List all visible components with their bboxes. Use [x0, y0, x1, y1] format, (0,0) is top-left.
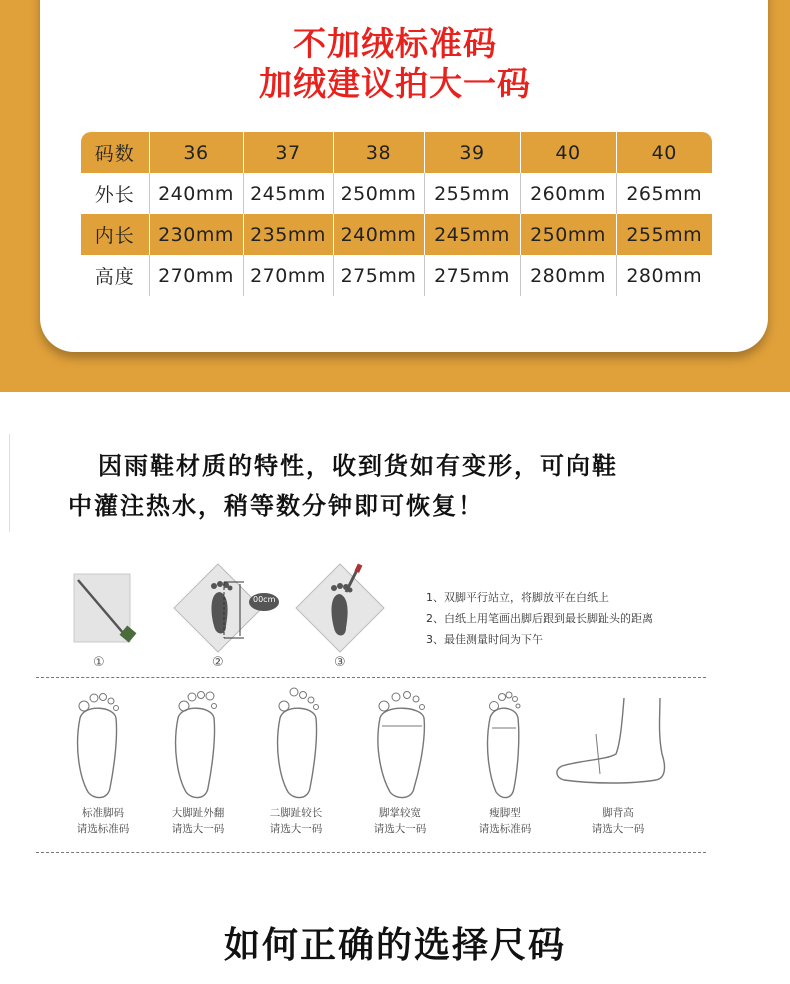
size-cell: 255mm	[424, 173, 520, 214]
step-2-number: ②	[212, 655, 224, 670]
size-cell: 270mm	[243, 255, 333, 296]
foot-bunion-icon	[168, 686, 224, 800]
foot-slim-icon	[478, 686, 530, 800]
ruler-label: 00cm	[253, 595, 276, 604]
foot-type-caption	[153, 805, 243, 837]
row-label: 外长	[81, 173, 149, 214]
size-selection-title: 如何正确的选择尺码	[223, 925, 566, 966]
size-cell: 40	[520, 132, 616, 173]
size-cell: 275mm	[333, 255, 424, 296]
size-cell: 38	[333, 132, 424, 173]
headline-standard-size: 不加绒标准码	[293, 24, 497, 63]
size-row-height	[81, 255, 712, 296]
foot-type-caption	[573, 805, 663, 837]
foot-type-caption	[460, 805, 550, 837]
size-cell: 40	[616, 132, 712, 173]
row-label: 高度	[81, 255, 149, 296]
foot-type-name: 脚掌较宽	[379, 807, 421, 819]
size-row-inner-length	[81, 214, 712, 255]
size-cell: 280mm	[520, 255, 616, 296]
headline-fleece-advice: 加绒建议拍大一码	[259, 64, 531, 103]
foot-type-advice: 请选大一码	[269, 823, 323, 835]
size-cell: 245mm	[424, 214, 520, 255]
guide-divider-top	[36, 677, 706, 678]
step-2-foot-ruler-icon	[172, 562, 282, 658]
foot-type-advice: 请选标准码	[478, 823, 532, 835]
instruction-1: 1、双脚平行站立，将脚放平在白纸上	[426, 591, 609, 604]
measure-guide	[0, 560, 790, 870]
size-cell: 39	[424, 132, 520, 173]
foot-type-name: 瘦脚型	[489, 807, 521, 819]
foot-type-name: 脚背高	[602, 807, 634, 819]
size-cell: 275mm	[424, 255, 520, 296]
size-cell: 230mm	[149, 214, 243, 255]
step-1-paper-pencil-icon	[72, 572, 142, 658]
size-cell: 240mm	[149, 173, 243, 214]
size-cell: 260mm	[520, 173, 616, 214]
size-cell: 255mm	[616, 214, 712, 255]
size-cell: 245mm	[243, 173, 333, 214]
foot-type-name: 二脚趾较长	[269, 807, 323, 819]
size-cell: 250mm	[333, 173, 424, 214]
instruction-2: 2、白纸上用笔画出脚后跟到最长脚趾头的距离	[426, 612, 653, 625]
instruction-3: 3、最佳测量时间为下午	[426, 633, 543, 646]
foot-type-advice: 请选大一码	[373, 823, 427, 835]
foot-type-advice: 请选大一码	[171, 823, 225, 835]
guide-divider-bottom	[36, 852, 706, 853]
deformation-notice-line-1: 因雨鞋材质的特性，收到货如有变形，可向鞋	[98, 452, 618, 480]
size-cell: 37	[243, 132, 333, 173]
foot-wide-icon	[372, 686, 432, 800]
foot-type-name: 标准脚码	[82, 807, 124, 819]
foot-high-instep-icon	[552, 694, 672, 794]
foot-type-caption	[58, 805, 148, 837]
row-label: 码数	[81, 132, 149, 173]
step-3-number: ③	[334, 655, 346, 670]
step-1-number: ①	[93, 655, 105, 670]
size-cell: 36	[149, 132, 243, 173]
foot-type-advice: 请选大一码	[591, 823, 645, 835]
row-label: 内长	[81, 214, 149, 255]
foot-type-advice: 请选标准码	[76, 823, 130, 835]
foot-long-second-toe-icon	[270, 686, 326, 800]
size-row-code	[81, 132, 712, 173]
deformation-notice-line-2: 中灌注热水，稍等数分钟即可恢复！	[68, 492, 484, 520]
foot-type-caption	[355, 805, 445, 837]
size-cell: 280mm	[616, 255, 712, 296]
foot-standard-icon	[70, 688, 126, 800]
foot-type-name: 大脚趾外翻	[171, 807, 225, 819]
size-cell: 240mm	[333, 214, 424, 255]
size-cell: 270mm	[149, 255, 243, 296]
foot-type-caption	[251, 805, 341, 837]
size-cell: 235mm	[243, 214, 333, 255]
edge-divider	[0, 434, 10, 532]
size-cell: 250mm	[520, 214, 616, 255]
size-row-outer-length	[81, 173, 712, 214]
size-cell: 265mm	[616, 173, 712, 214]
size-table	[81, 132, 712, 296]
step-3-foot-pencil-icon	[294, 562, 390, 658]
